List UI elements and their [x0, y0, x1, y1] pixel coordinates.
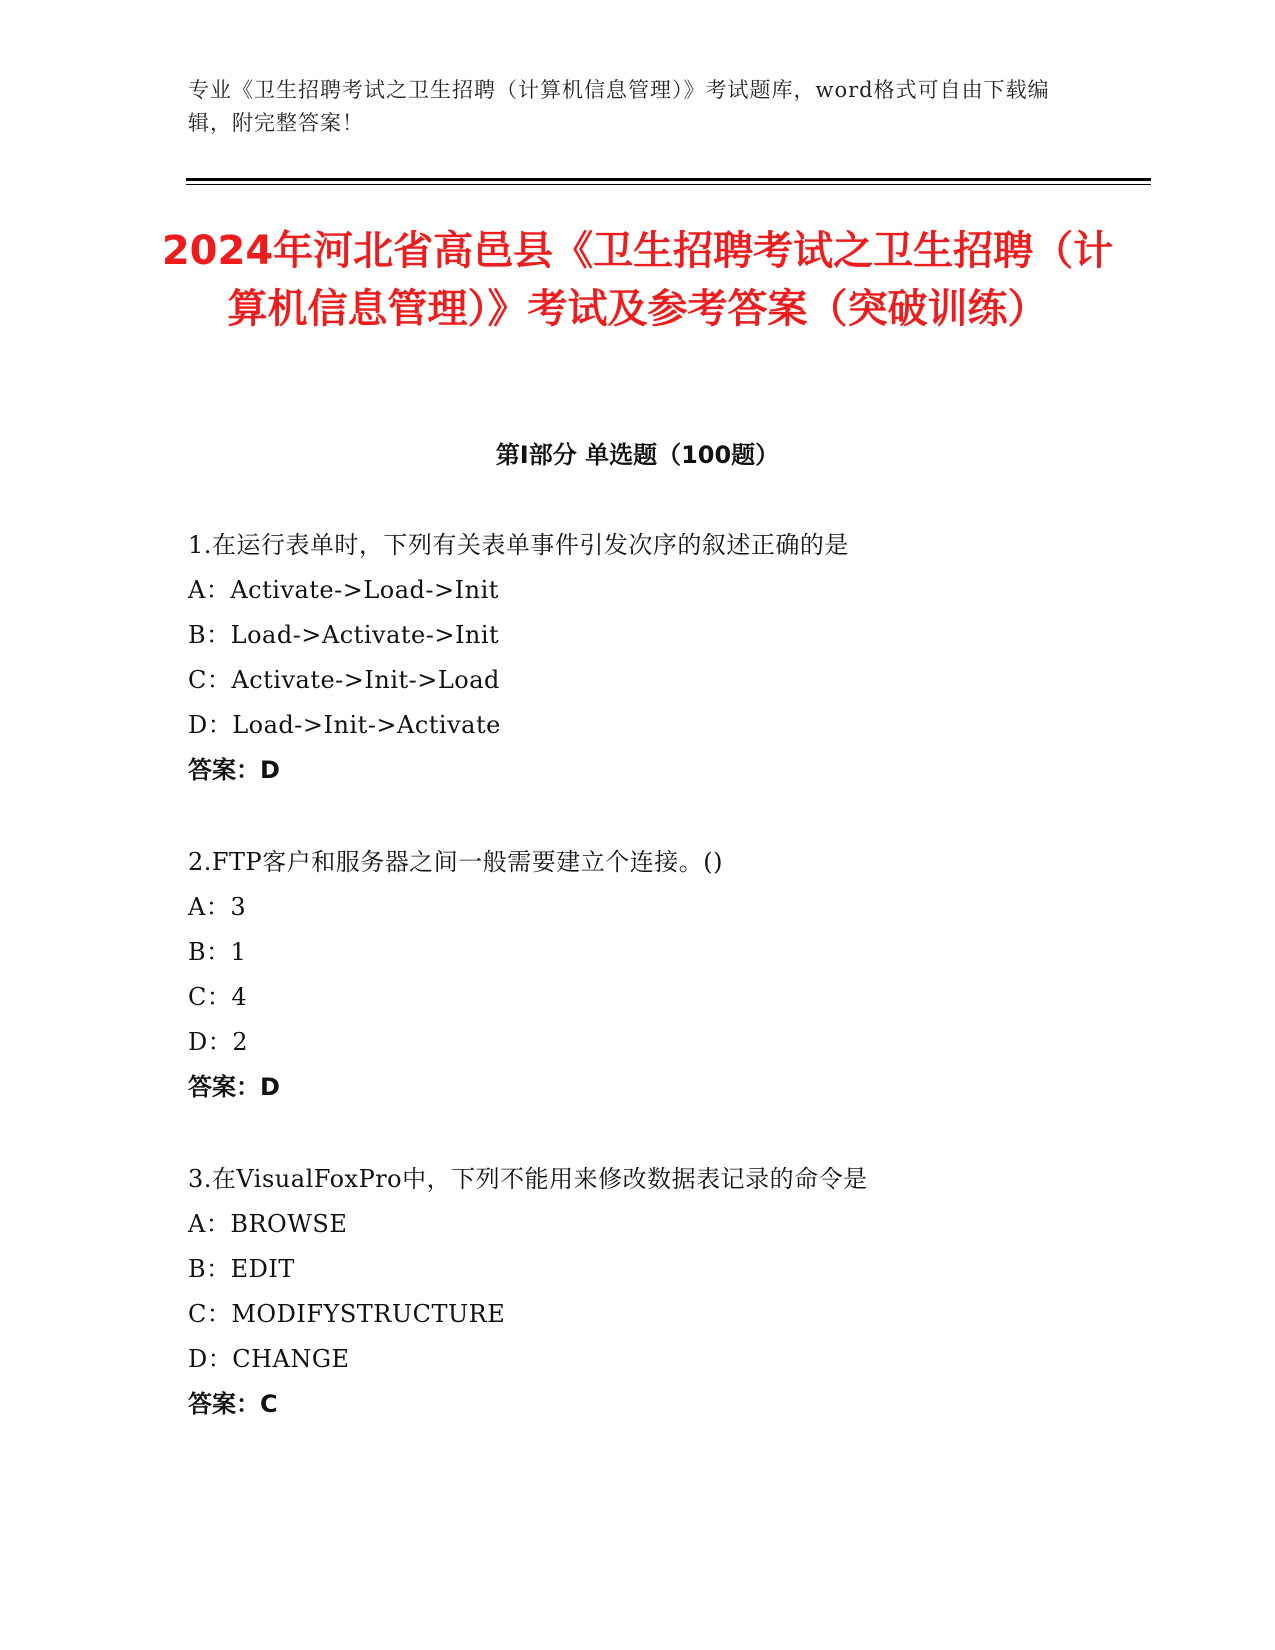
section-heading: 第I部分 单选题（100题）	[495, 441, 780, 469]
option-b: B：1	[188, 938, 247, 966]
question-block	[188, 840, 1128, 1110]
option-c: C：4	[188, 983, 248, 1011]
header-note: 专业《卫生招聘考试之卫生招聘（计算机信息管理）》考试题库，word格式可自由下载编辑，附完整答案！	[188, 78, 1050, 135]
question-stem: 1.在运行表单时，下列有关表单事件引发次序的叙述正确的是	[188, 531, 849, 559]
option-d: D：Load->Init->Activate	[188, 711, 501, 739]
option-a: A：BROWSE	[188, 1210, 348, 1238]
header-divider-thick	[186, 178, 1151, 181]
document-title: 2024年河北省高邑县《卫生招聘考试之卫生招聘（计算机信息管理）》考试及参考答案（突破训练）	[161, 228, 1114, 332]
option-d: D：2	[188, 1028, 249, 1056]
question-stem: 3.在VisualFoxPro中，下列不能用来修改数据表记录的命令是	[188, 1165, 868, 1193]
answer-line: 答案：D	[188, 756, 280, 784]
option-a: A：Activate->Load->Init	[188, 576, 499, 604]
question-block	[188, 1157, 1128, 1427]
question-stem: 2.FTP客户和服务器之间一般需要建立个连接。()	[188, 848, 723, 876]
option-c: C：Activate->Init->Load	[188, 666, 500, 694]
answer-line: 答案：C	[188, 1390, 278, 1418]
option-a: A：3	[188, 893, 247, 921]
option-b: B：EDIT	[188, 1255, 295, 1283]
answer-line: 答案：D	[188, 1073, 280, 1101]
option-c: C：MODIFYSTRUCTURE	[188, 1300, 506, 1328]
option-b: B：Load->Activate->Init	[188, 621, 500, 649]
option-d: D：CHANGE	[188, 1345, 350, 1373]
question-block	[188, 523, 1128, 793]
header-divider-thin	[186, 184, 1151, 185]
